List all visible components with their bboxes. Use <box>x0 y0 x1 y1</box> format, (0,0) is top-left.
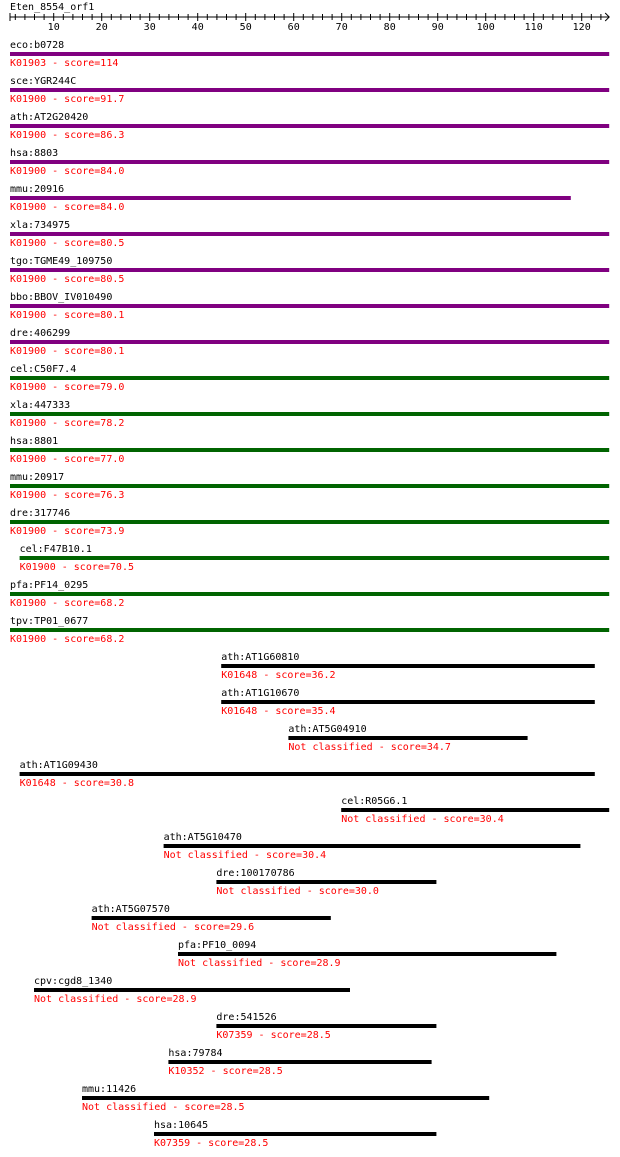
alignment-bar <box>164 844 581 848</box>
alignment-bar <box>10 52 609 56</box>
alignment-bar <box>216 1024 436 1028</box>
gene-label: xla:447333 <box>10 400 71 411</box>
hit-row <box>92 904 331 933</box>
hit-row <box>10 220 609 249</box>
gene-label: hsa:79784 <box>168 1048 223 1059</box>
hit-row <box>10 76 609 105</box>
hit-row <box>10 472 609 501</box>
ruler-tick-label: 80 <box>383 22 396 33</box>
score-label: K01648 - score=35.4 <box>221 706 336 717</box>
score-label: Not classified - score=28.9 <box>34 994 197 1005</box>
alignment-bar <box>10 448 609 452</box>
alignment-bar <box>216 880 436 884</box>
score-label: K01900 - score=73.9 <box>10 526 125 537</box>
alignment-bar <box>10 628 609 632</box>
gene-label: cel:C50F7.4 <box>10 364 77 375</box>
score-label: K01900 - score=68.2 <box>10 634 125 645</box>
hit-row <box>154 1120 436 1149</box>
score-label: K10352 - score=28.5 <box>168 1066 283 1077</box>
alignment-bar <box>10 304 609 308</box>
ruler-tick-label: 10 <box>47 22 60 33</box>
alignment-bar <box>10 376 609 380</box>
ruler-tick-label: 120 <box>572 22 591 33</box>
gene-label: dre:406299 <box>10 328 71 339</box>
gene-label: ath:AT2G20420 <box>10 112 89 123</box>
hit-row <box>10 436 609 465</box>
score-label: K01900 - score=80.5 <box>10 238 125 249</box>
score-label: Not classified - score=30.4 <box>341 814 504 825</box>
gene-label: mmu:20917 <box>10 472 65 483</box>
hit-row <box>10 148 609 177</box>
alignment-bar <box>221 700 595 704</box>
alignment-bar <box>10 88 609 92</box>
ruler-tick-label: 40 <box>191 22 204 33</box>
ruler-tick-label: 30 <box>143 22 156 33</box>
gene-label: xla:734975 <box>10 220 71 231</box>
ruler-tick-label: 110 <box>524 22 543 33</box>
gene-label: tgo:TGME49_109750 <box>10 256 113 267</box>
position-ruler <box>10 13 609 33</box>
hit-row <box>10 40 609 69</box>
gene-label: dre:100170786 <box>216 868 295 879</box>
gene-label: pfa:PF10_0094 <box>178 940 257 951</box>
hit-row <box>10 400 609 429</box>
hit-row <box>20 760 595 789</box>
alignment-bar <box>288 736 527 740</box>
alignment-bar <box>10 124 609 128</box>
gene-label: ath:AT5G04910 <box>288 724 367 735</box>
hit-row <box>10 616 609 645</box>
score-label: K01900 - score=86.3 <box>10 130 125 141</box>
score-label: Not classified - score=30.4 <box>163 850 327 861</box>
gene-label: bbo:BBOV_IV010490 <box>10 292 113 303</box>
score-label: Not classified - score=28.5 <box>82 1102 245 1113</box>
hit-row <box>10 292 609 321</box>
gene-label: hsa:8801 <box>10 436 59 447</box>
hit-row <box>10 112 609 141</box>
alignment-bar <box>341 808 609 812</box>
alignment-bar <box>168 1060 431 1064</box>
query-title: Eten_8554_orf1 <box>10 2 95 13</box>
gene-label: hsa:10645 <box>154 1120 209 1131</box>
alignment-bar <box>20 556 610 560</box>
score-label: K07359 - score=28.5 <box>154 1138 269 1149</box>
ruler-tick-label: 50 <box>239 22 252 33</box>
gene-label: hsa:8803 <box>10 148 59 159</box>
hit-row <box>216 1012 436 1041</box>
gene-label: ath:AT1G10670 <box>221 688 300 699</box>
score-label: K01900 - score=84.0 <box>10 202 125 213</box>
score-label: Not classified - score=29.6 <box>91 922 255 933</box>
score-label: K01900 - score=80.1 <box>10 310 125 321</box>
score-label: K01900 - score=68.2 <box>10 598 125 609</box>
score-label: K01900 - score=76.3 <box>10 490 125 501</box>
alignment-bar <box>10 196 571 200</box>
ruler-tick-label: 90 <box>431 22 444 33</box>
hit-row <box>288 724 527 753</box>
alignment-bar <box>10 160 609 164</box>
hit-row <box>164 832 581 861</box>
hit-row <box>221 652 595 681</box>
gene-label: sce:YGR244C <box>10 76 77 87</box>
alignment-bar <box>34 988 350 992</box>
hit-rows <box>10 40 609 1149</box>
hit-row <box>82 1084 489 1113</box>
hit-row <box>10 580 609 609</box>
score-label: Not classified - score=28.9 <box>178 958 341 969</box>
hit-row <box>20 544 610 573</box>
gene-label: mmu:20916 <box>10 184 65 195</box>
gene-label: mmu:11426 <box>82 1084 137 1095</box>
hit-row <box>10 184 571 213</box>
hit-row <box>10 508 609 537</box>
alignment-bar <box>178 952 556 956</box>
score-label: K01900 - score=77.0 <box>10 454 125 465</box>
hit-row <box>10 364 609 393</box>
alignment-bar <box>92 916 331 920</box>
score-label: K07359 - score=28.5 <box>216 1030 331 1041</box>
hit-row <box>10 256 609 285</box>
ruler-tick-label: 100 <box>476 22 495 33</box>
ruler-tick-label: 60 <box>287 22 300 33</box>
hit-row <box>341 796 609 825</box>
gene-label: cel:F47B10.1 <box>19 544 92 555</box>
alignment-bar <box>10 340 609 344</box>
gene-label: tpv:TP01_0677 <box>10 616 89 627</box>
alignment-bar <box>10 232 609 236</box>
alignment-bar <box>154 1132 436 1136</box>
score-label: Not classified - score=34.7 <box>288 742 451 753</box>
score-label: K01900 - score=91.7 <box>10 94 125 105</box>
gene-label: ath:AT1G09430 <box>19 760 98 771</box>
score-label: K01900 - score=70.5 <box>19 562 134 573</box>
score-label: K01900 - score=84.0 <box>10 166 125 177</box>
score-label: K01903 - score=114 <box>10 58 119 69</box>
gene-label: eco:b0728 <box>10 40 65 51</box>
alignment-bar <box>82 1096 489 1100</box>
gene-label: cel:R05G6.1 <box>341 796 408 807</box>
score-label: K01900 - score=79.0 <box>10 382 125 393</box>
gene-label: dre:317746 <box>10 508 71 519</box>
gene-label: ath:AT5G10470 <box>163 832 242 843</box>
score-label: K01648 - score=36.2 <box>221 670 336 681</box>
alignment-bar <box>20 772 595 776</box>
gene-label: pfa:PF14_0295 <box>10 580 89 591</box>
gene-label: ath:AT1G60810 <box>221 652 300 663</box>
alignment-bar <box>10 484 609 488</box>
gene-label: ath:AT5G07570 <box>91 904 170 915</box>
hit-row <box>221 688 595 717</box>
gene-label: cpv:cgd8_1340 <box>34 976 113 987</box>
gene-label: dre:541526 <box>216 1012 277 1023</box>
alignment-bar <box>10 520 609 524</box>
score-label: K01648 - score=30.8 <box>19 778 134 789</box>
alignment-bar <box>221 664 595 668</box>
score-label: Not classified - score=30.0 <box>216 886 379 897</box>
alignment-bar <box>10 412 609 416</box>
hit-row <box>178 940 556 969</box>
ruler-tick-label: 70 <box>335 22 348 33</box>
alignment-bar <box>10 268 609 272</box>
hit-row <box>216 868 436 897</box>
alignment-bar <box>10 592 609 596</box>
hit-row <box>34 976 350 1005</box>
hit-row <box>168 1048 431 1077</box>
score-label: K01900 - score=80.1 <box>10 346 125 357</box>
ruler-tick-label: 20 <box>95 22 108 33</box>
hit-row <box>10 328 609 357</box>
score-label: K01900 - score=78.2 <box>10 418 125 429</box>
score-label: K01900 - score=80.5 <box>10 274 125 285</box>
